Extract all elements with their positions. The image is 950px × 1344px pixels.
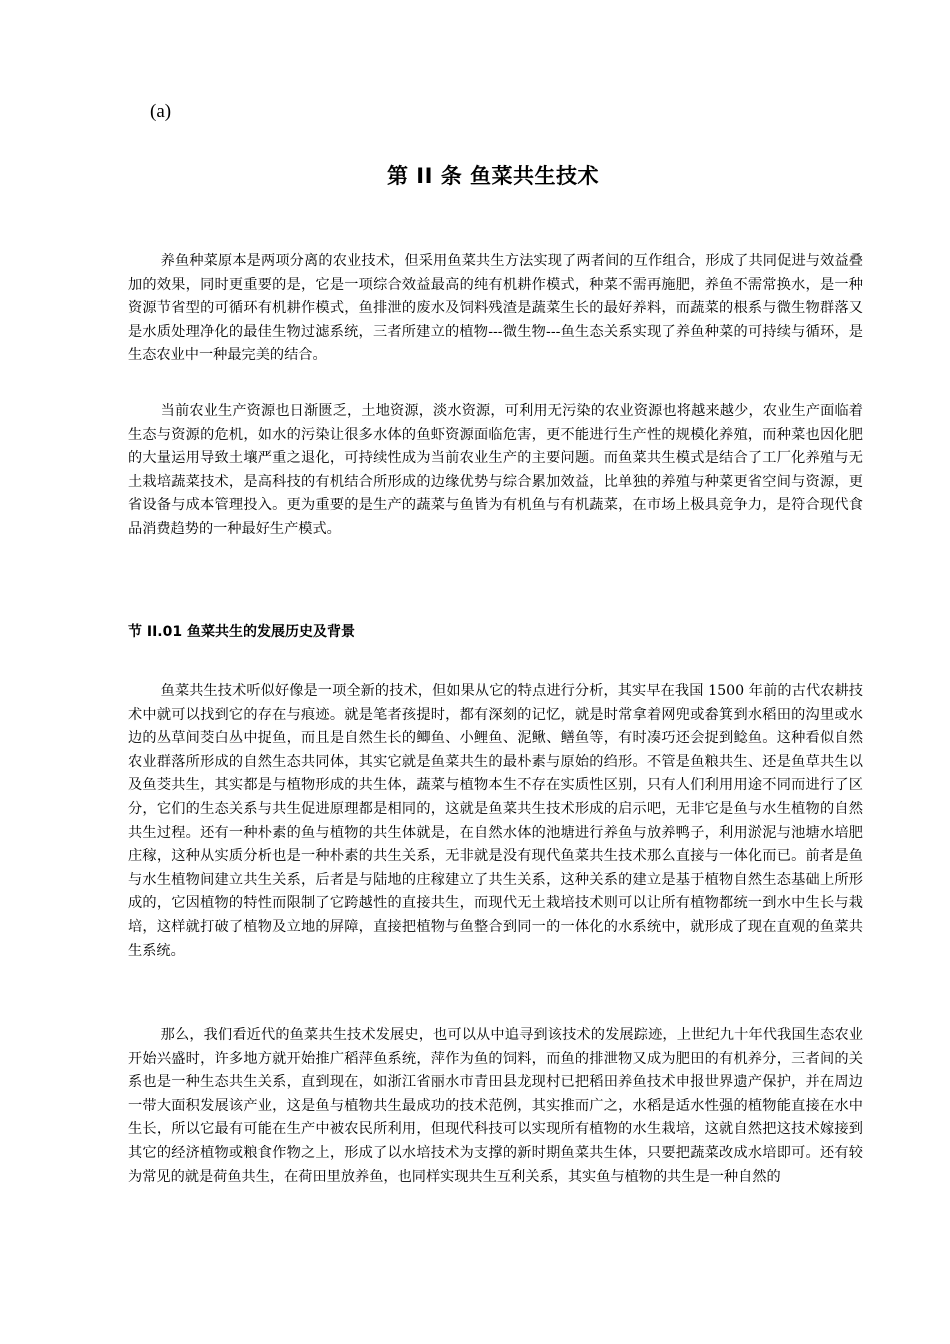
intro-paragraph-1: 养鱼种菜原本是两项分离的农业技术，但采用鱼菜共生方法实现了两者间的互作组合，形成了共同促进与效益叠加的效果，同时更重要的是，它是一项综合效益最高的纯有机耕作模式，种菜不需再施肥，养鱼不需常换水，是一种资源节省型的可循环有机耕作模式，鱼排泄的废水及饲料残渣是蔬菜生长的最好养料，而蔬菜的根系与微生物群落又是水质处理净化的最佳生物过滤系统，三者所建立的植物---微生物---鱼生态关系实现了养鱼种菜的可持续与循环，是生态农业中一种最完美的结合。 [128,253,863,364]
intro-paragraph-2: 当前农业生产资源也日渐匮乏，土地资源，淡水资源，可利用无污染的农业资源也将越来越少，农业生产面临着生态与资源的危机，如水的污染让很多水体的鱼虾资源面临危害，更不能进行生产性的规模化养殖，而种菜也因化肥的大量运用导致土壤严重之退化，可持续性成为当前农业生产的主要问题。而鱼菜共生模式是结合了工厂化养殖与无土栽培蔬菜技术，是高科技的有机结合所形成的边缘优势与综合累加效益，比单独的养殖与种菜更省空间与资源，更省设备与成本管理投入。更为重要的是生产的蔬菜与鱼皆为有机鱼与有机蔬菜，在市场上极具竞争力，是符合现代食品消费趋势的一种最好生产模式。 [128,403,863,537]
section-paragraph-2: 那么，我们看近代的鱼菜共生技术发展史，也可以从中追寻到该技术的发展踪迹，上世纪九十年代我国生态农业开始兴盛时，许多地方就开始推广稻萍鱼系统，萍作为鱼的饲料，而鱼的排泄物又成为肥田的有机养分，三者间的关系也是一种生态共生关系，直到现在，如浙江省丽水市青田县龙现村已把稻田养鱼技术申报世界遗产保护，并在周边一带大面积发展该产业，这是鱼与植物共生最成功的技术范例，其实推而广之，水稻是适水性强的植物能直接在水中生长，所以它最有可能在生产中被农民所利用，但现代科技可以实现所有植物的水生栽培，这就自然把这技术嫁接到其它的经济植物或粮食作物之上，形成了以水培技术为支撑的新时期鱼菜共生体，只要把蔬菜改成水培即可。还有较为常见的就是荷鱼共生，在荷田里放养鱼，也同样实现共生互利关系，其实鱼与植物的共生是一种自然的 [128,1027,863,1185]
article-title: 第 II 条 鱼菜共生技术 [386,164,600,188]
list-marker: (a) [150,101,172,122]
section-heading: 节 II.01 鱼菜共生的发展历史及背景 [128,624,355,640]
section-paragraph-1: 鱼菜共生技术听似好像是一项全新的技术，但如果从它的特点进行分析，其实早在我国 1500 年前的古代农耕技术中就可以找到它的存在与痕迹。就是笔者孩提时，都有深刻的记忆，就是时常拿着网兜或畚箕到水稻田的沟里或水边的丛草间茭白丛中捉鱼，而且是自然生长的鲫鱼、小鲤鱼、泥鳅、鳝鱼等，有时凑巧还会捉到鲶鱼。这种看似自然农业群落所形成的自然生态共同体，其实它就是鱼菜共生的最朴素与原始的绉形。不管是鱼粮共生、还是鱼草共生以及鱼茭共生，其实都是与植物形成的共生体，蔬菜与植物本生不存在实质性区别，只有人们利用用途不同而进行了区分，它们的生态关系与共生促进原理都是相同的，这就是鱼菜共生技术形成的启示吧，无非它是鱼与水生植物的自然共生过程。还有一种朴素的鱼与植物的共生体就是，在自然水体的池塘进行养鱼与放养鸭子，利用淤泥与池塘水培肥庄稼，这种从实质分析也是一种朴素的共生关系，无非就是没有现代鱼菜共生技术那么直接与一体化而已。前者是鱼与水生植物间建立共生关系，后者是与陆地的庄稼建立了共生关系，这种关系的建立是基于植物自然生态基础上所形成的，它因植物的特性而限制了它跨越性的直接共生，而现代无土栽培技术则可以让所有植物都统一到水中生长与栽培，这样就打破了植物及立地的屏障，直接把植物与鱼整合到同一的一体化的水系统中，就形成了现在直观的鱼菜共生系统。 [128,683,863,959]
